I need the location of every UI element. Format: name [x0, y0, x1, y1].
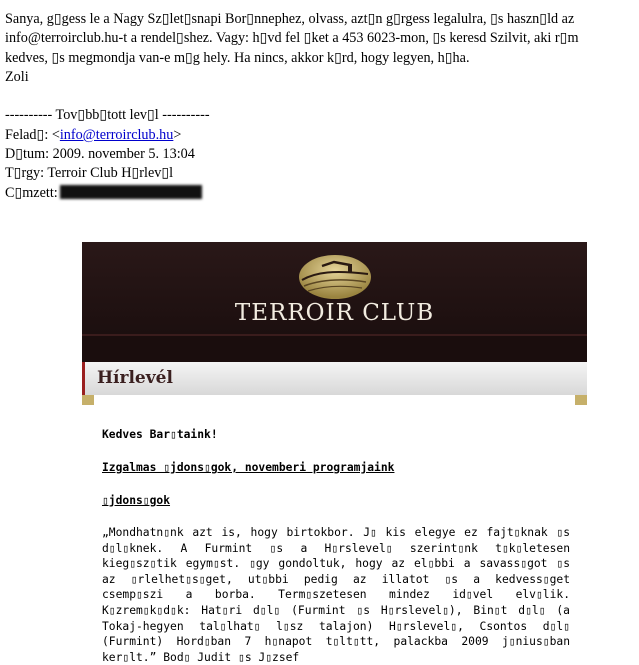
greeting: Kedves Bar▯taink!	[102, 428, 218, 441]
terroir-logo-icon	[296, 254, 374, 300]
news-heading: Izgalmas ▯jdons▯gok, novemberi programjaink	[102, 461, 395, 474]
email-line-1: Sanya, g▯gess le a Nagy Sz▯let▯snapi Bor▯nnephez, olvass, azt▯n g▯rgess legalulra, ▯s haszn▯ld az	[5, 11, 575, 27]
newsletter-content	[102, 428, 570, 665]
subject-line: T▯rgy: Terroir Club H▯rlev▯l	[5, 165, 174, 182]
section-title: Hírlevél	[97, 368, 173, 388]
redacted-recipient	[60, 185, 202, 199]
from-line	[5, 126, 635, 145]
newsletter	[82, 242, 587, 664]
from-email-link[interactable]: info@terroirclub.hu	[59, 126, 174, 143]
from-close: >	[173, 126, 182, 143]
logo-text: TERROIR CLUB	[234, 300, 435, 326]
email-line-3: kedves, ▯s megmondja van-e m▯g hely. Ha nincs, akkor k▯rd, hogy legyen, h▯ha.	[5, 49, 470, 66]
email-signature: Zoli	[5, 68, 29, 85]
date-line: D▯tum: 2009. november 5. 13:04	[5, 146, 195, 163]
corner-right-decoration	[575, 395, 587, 405]
newsletter-banner	[82, 242, 587, 362]
email-line-2: info@terroirclub.hu-t a rendel▯shez. Vagy: h▯vd fel ▯ket a 453 6023-mon, ▯s keresd Szilvit, aki r▯m	[5, 30, 579, 47]
section-bar	[82, 362, 587, 395]
corner-left-decoration	[82, 395, 94, 405]
email-body	[5, 10, 635, 203]
from-label: Felad▯: <	[5, 126, 60, 143]
news-subheading: ▯jdons▯gok	[102, 494, 171, 507]
to-label: C▯mzett:	[5, 184, 58, 201]
news-paragraph: „Mondhatn▯nk azt is, hogy birtokbor. J▯ kis elegye ez fajt▯knak ▯s d▯l▯knek. A Furmint ▯s a H▯rslevel▯ szerint▯nk t▯k▯letesen kieg▯sz▯tik egym▯st. ▯gy gondoltuk, hogy az el▯bbi a savass▯got ▯s az ▯rlelhet▯s▯get, ut▯bbi pedig az illatot ▯s a kedvess▯get csemp▯szi a borba. Term▯szetesen mindez id▯vel elv▯lik. K▯zrem▯k▯d▯k: Hat▯ri d▯l▯ (Furmint ▯s H▯rslevel▯), Bin▯t d▯l▯ (a Tokaj-hegyen tal▯lhat▯ l▯sz talajon) H▯rslevel▯, Csontos d▯l▯ (Furmint) Hord▯ban 7 h▯napot t▯lt▯tt, palackba 2009 j▯nius▯ban ker▯lt.” Bod▯ Judit ▯s J▯zsef	[102, 526, 570, 664]
forward-header: ---------- Tov▯bb▯tott lev▯l ----------	[5, 107, 210, 124]
to-line	[5, 184, 635, 203]
